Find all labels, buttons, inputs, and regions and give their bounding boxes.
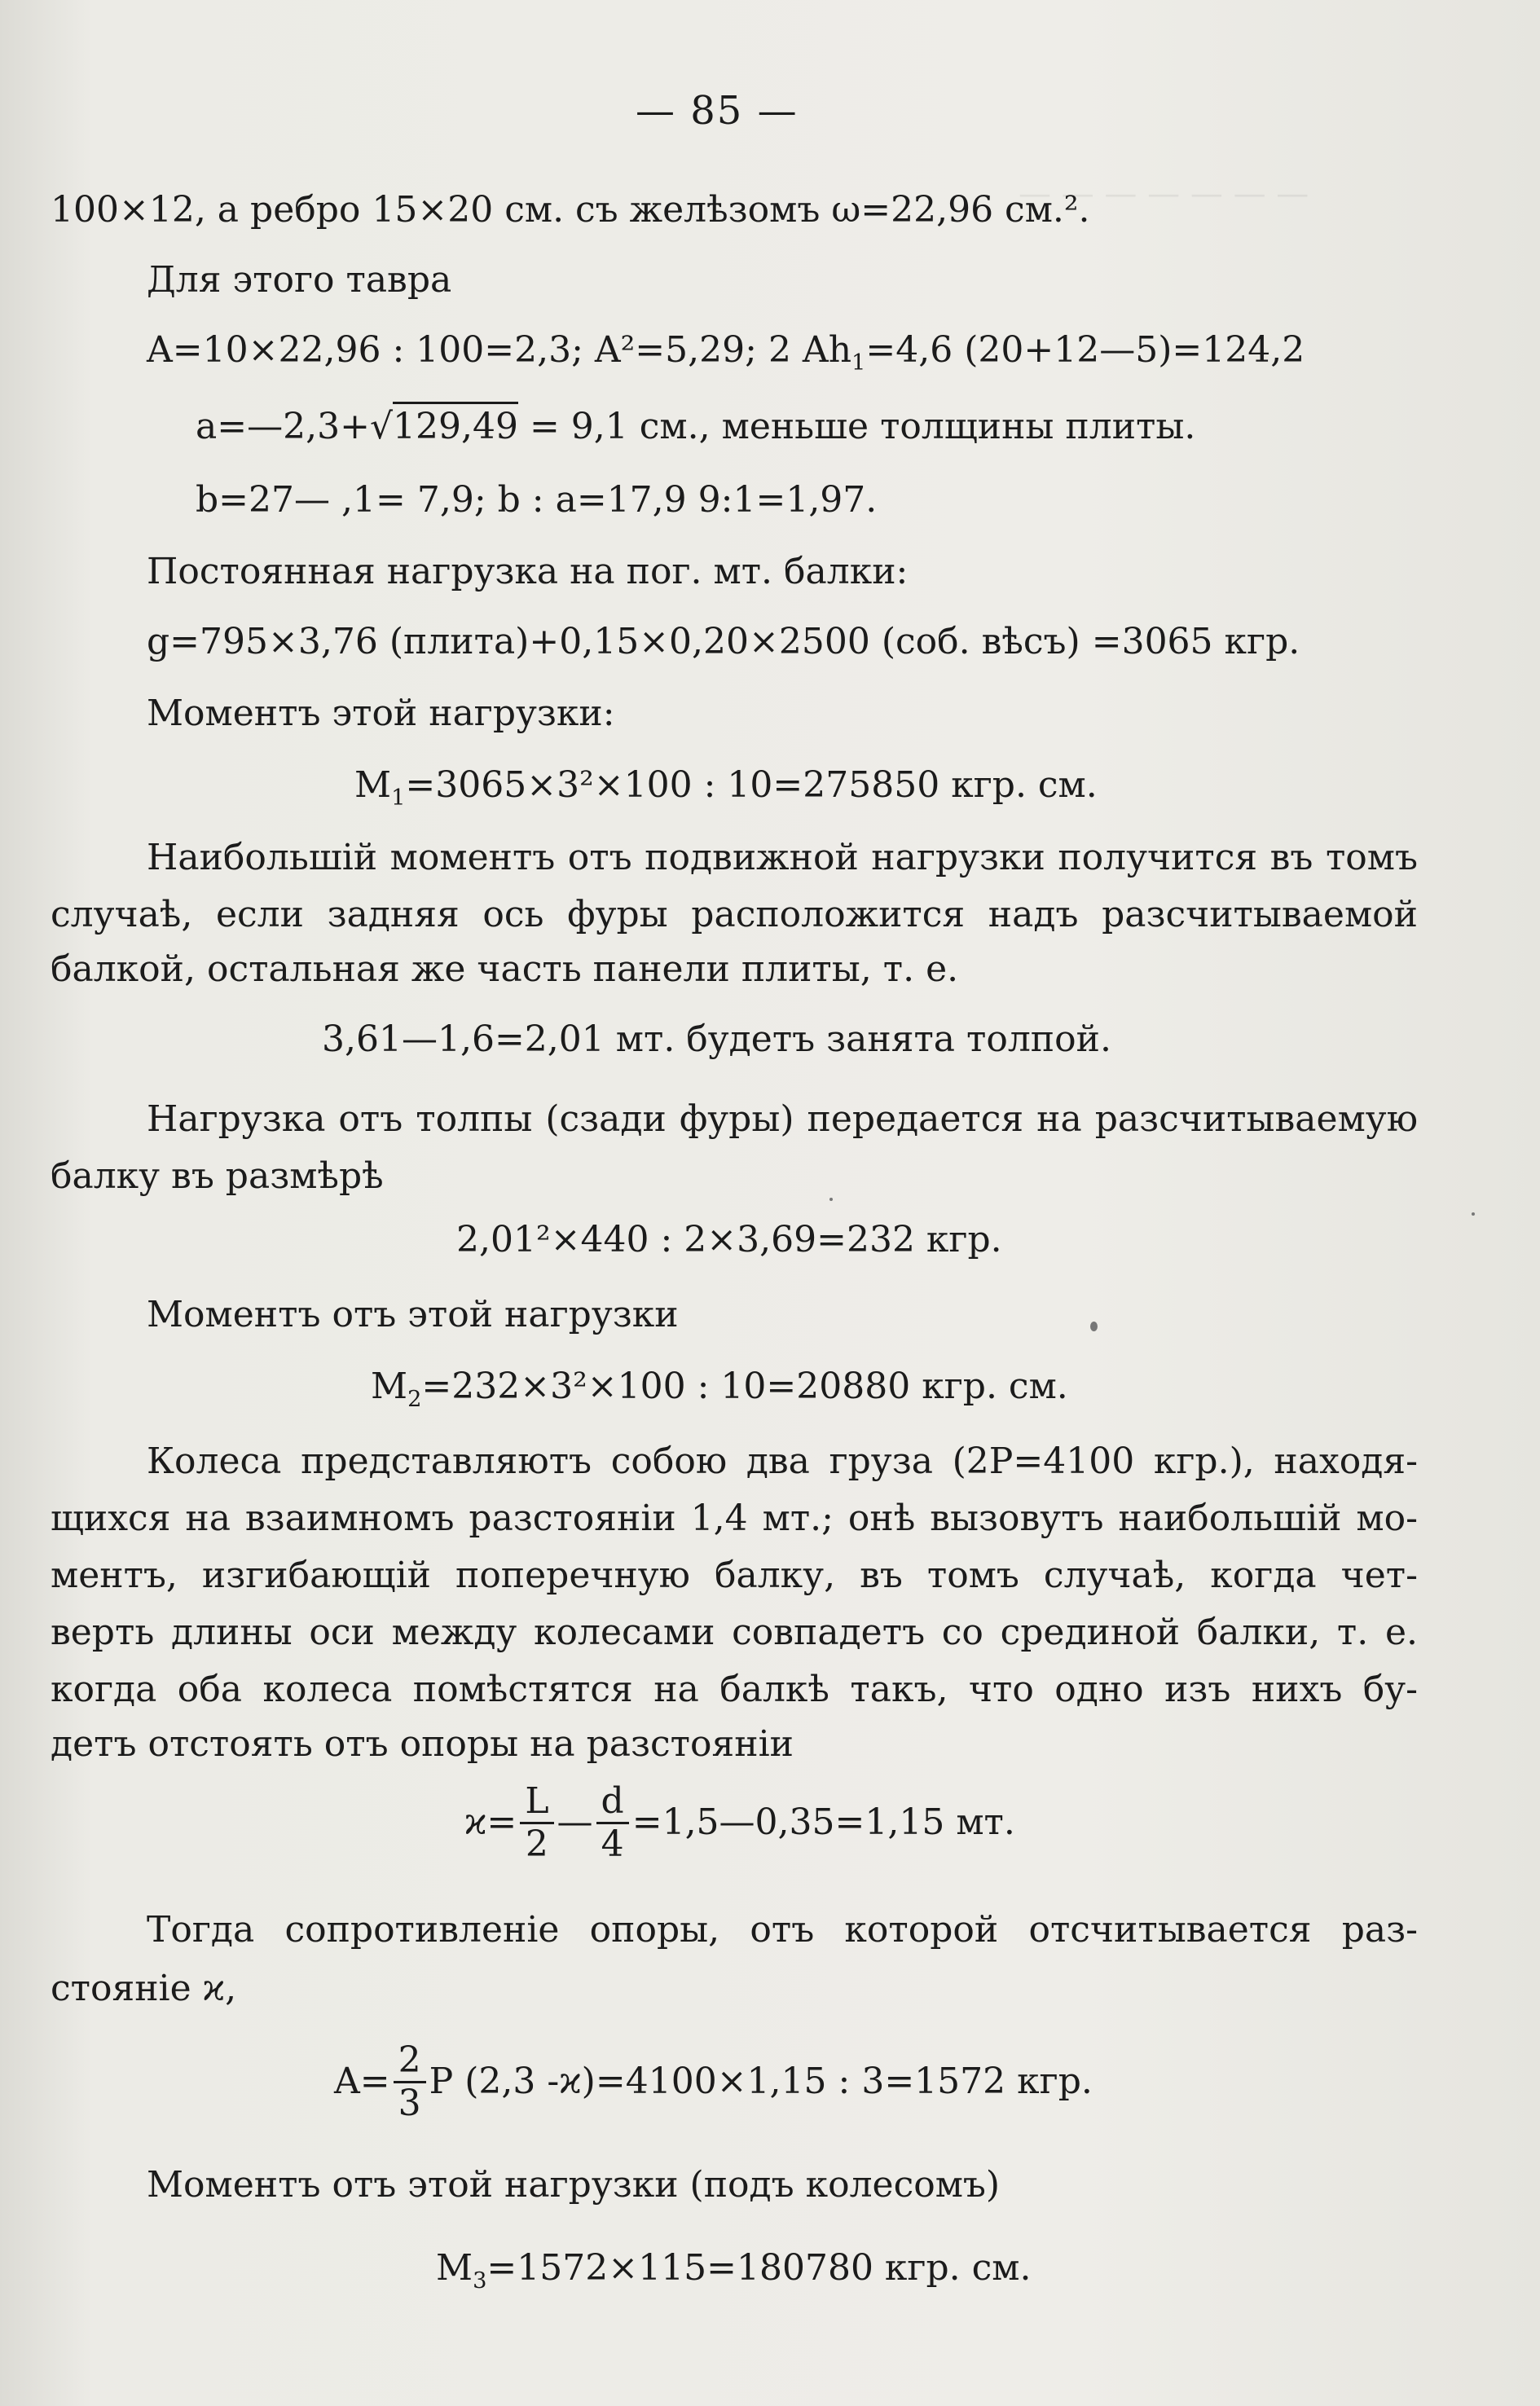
fraction (596, 1781, 629, 1865)
formula-part: =4,6 (20+12—5)=124,2 (865, 329, 1305, 371)
fraction-numerator: L (525, 1779, 549, 1822)
formula-part: M (371, 1366, 408, 1407)
formula-line: b=27— ,1= 7,9; b : a=17,9 9:1=1,97. (196, 479, 878, 521)
formula-line (354, 764, 1098, 811)
paragraph-line: Колеса представляютъ собою два груза (2P=4100 кгр.), находя- (147, 1441, 1418, 1482)
paragraph-line: Нагрузка отъ толпы (сзади фуры) передается на разсчитываемую (147, 1098, 1418, 1140)
text-line: Моментъ отъ этой нагрузки (подъ колесомъ) (147, 2164, 1001, 2206)
fraction-numerator: 2 (398, 2039, 421, 2081)
subscript: 2 (407, 1386, 422, 1412)
formula-part: ϰ= (464, 1801, 517, 1843)
formula-line (436, 2247, 1032, 2294)
paragraph-line: случаѣ, если задняя ось фуры расположится надъ разсчитываемой (51, 894, 1418, 935)
subscript: 1 (851, 350, 866, 376)
bleed-through: — — — — — — — (1019, 175, 1309, 213)
formula-line: 2,01²×440 : 2×3,69=232 кгр. (456, 1219, 1002, 1260)
formula-line (334, 2037, 1093, 2127)
paragraph-line: детъ отстоять отъ опоры на разстояніи (51, 1723, 794, 1765)
formula-part: = 9,1 см., меньше толщины плиты. (529, 406, 1196, 447)
text-line: Моментъ этой нагрузки: (147, 693, 615, 734)
formula-line: 3,61—1,6=2,01 мт. будетъ занята толпой. (322, 1018, 1111, 1060)
scan-speck (1472, 1212, 1475, 1216)
fraction-numerator: d (601, 1779, 624, 1822)
paragraph-line: когда оба колеса помѣстятся на балкѣ такъ, что одно изъ нихъ бу- (51, 1669, 1418, 1710)
page-number-header: — 85 — (636, 88, 799, 134)
scan-speck (1090, 1322, 1098, 1331)
subscript: 3 (473, 2267, 487, 2294)
fraction-denominator: 3 (398, 2082, 421, 2124)
formula-part: =232×3²×100 : 10=20880 кгр. см. (421, 1366, 1068, 1407)
formula-line: g=795×3,76 (плита)+0,15×0,20×2500 (соб. вѣсъ) =3065 кгр. (147, 621, 1300, 662)
square-root-radicand: 129,49 (393, 402, 518, 447)
subscript: 1 (391, 785, 406, 811)
formula-part: M (436, 2247, 473, 2289)
formula-part: — (557, 1801, 593, 1843)
formula-line (371, 1366, 1068, 1412)
fraction (520, 1781, 553, 1865)
formula-part: M (354, 764, 392, 806)
paragraph-line: стояніе ϰ, (51, 1968, 237, 2009)
text-line: 100×12, а ребро 15×20 см. съ желѣзомъ ω=22,96 см.². (51, 189, 1090, 231)
scan-speck (829, 1198, 833, 1201)
formula-part: A=10×22,96 : 100=2,3; A²=5,29; 2 Ah (147, 329, 852, 371)
fraction-denominator: 2 (525, 1823, 548, 1865)
text-line: Для этого тавра (147, 259, 452, 301)
formula-part: A= (334, 2061, 390, 2102)
formula-line (147, 329, 1305, 376)
text-line: Постоянная нагрузка на пог. мт. балки: (147, 551, 909, 592)
paragraph-line: балку въ размѣрѣ (51, 1155, 384, 1197)
formula-part: P (2,3 -ϰ)=4100×1,15 : 3=1572 кгр. (429, 2061, 1093, 2102)
fraction-denominator: 4 (601, 1823, 624, 1865)
paragraph-line: щихся на взаимномъ разстояніи 1,4 мт.; онѣ вызовутъ наибольшій мо- (51, 1498, 1418, 1539)
paragraph-line: Наибольшій моментъ отъ подвижной нагрузки получится въ томъ (147, 837, 1418, 878)
formula-part: =3065×3²×100 : 10=275850 кгр. см. (405, 764, 1098, 806)
paragraph-line: ментъ, изгибающій поперечную балку, въ томъ случаѣ, когда чет- (51, 1555, 1418, 1596)
paragraph-line: верть длины оси между колесами совпадетъ со срединой балки, т. е. (51, 1612, 1418, 1653)
formula-part: =1,5—0,35=1,15 мт. (631, 1801, 1015, 1843)
formula-part: a=—2,3+√ (196, 406, 393, 447)
text-line: Моментъ отъ этой нагрузки (147, 1294, 679, 1335)
formula-line (196, 406, 1195, 448)
paragraph-line: Тогда сопротивленіе опоры, отъ которой отсчитывается раз- (147, 1909, 1418, 1951)
formula-line (464, 1778, 1015, 1867)
fraction (394, 2040, 426, 2124)
paragraph-line: балкой, остальная же часть панели плиты, т. е. (51, 948, 959, 990)
formula-part: =1572×115=180780 кгр. см. (486, 2247, 1032, 2289)
